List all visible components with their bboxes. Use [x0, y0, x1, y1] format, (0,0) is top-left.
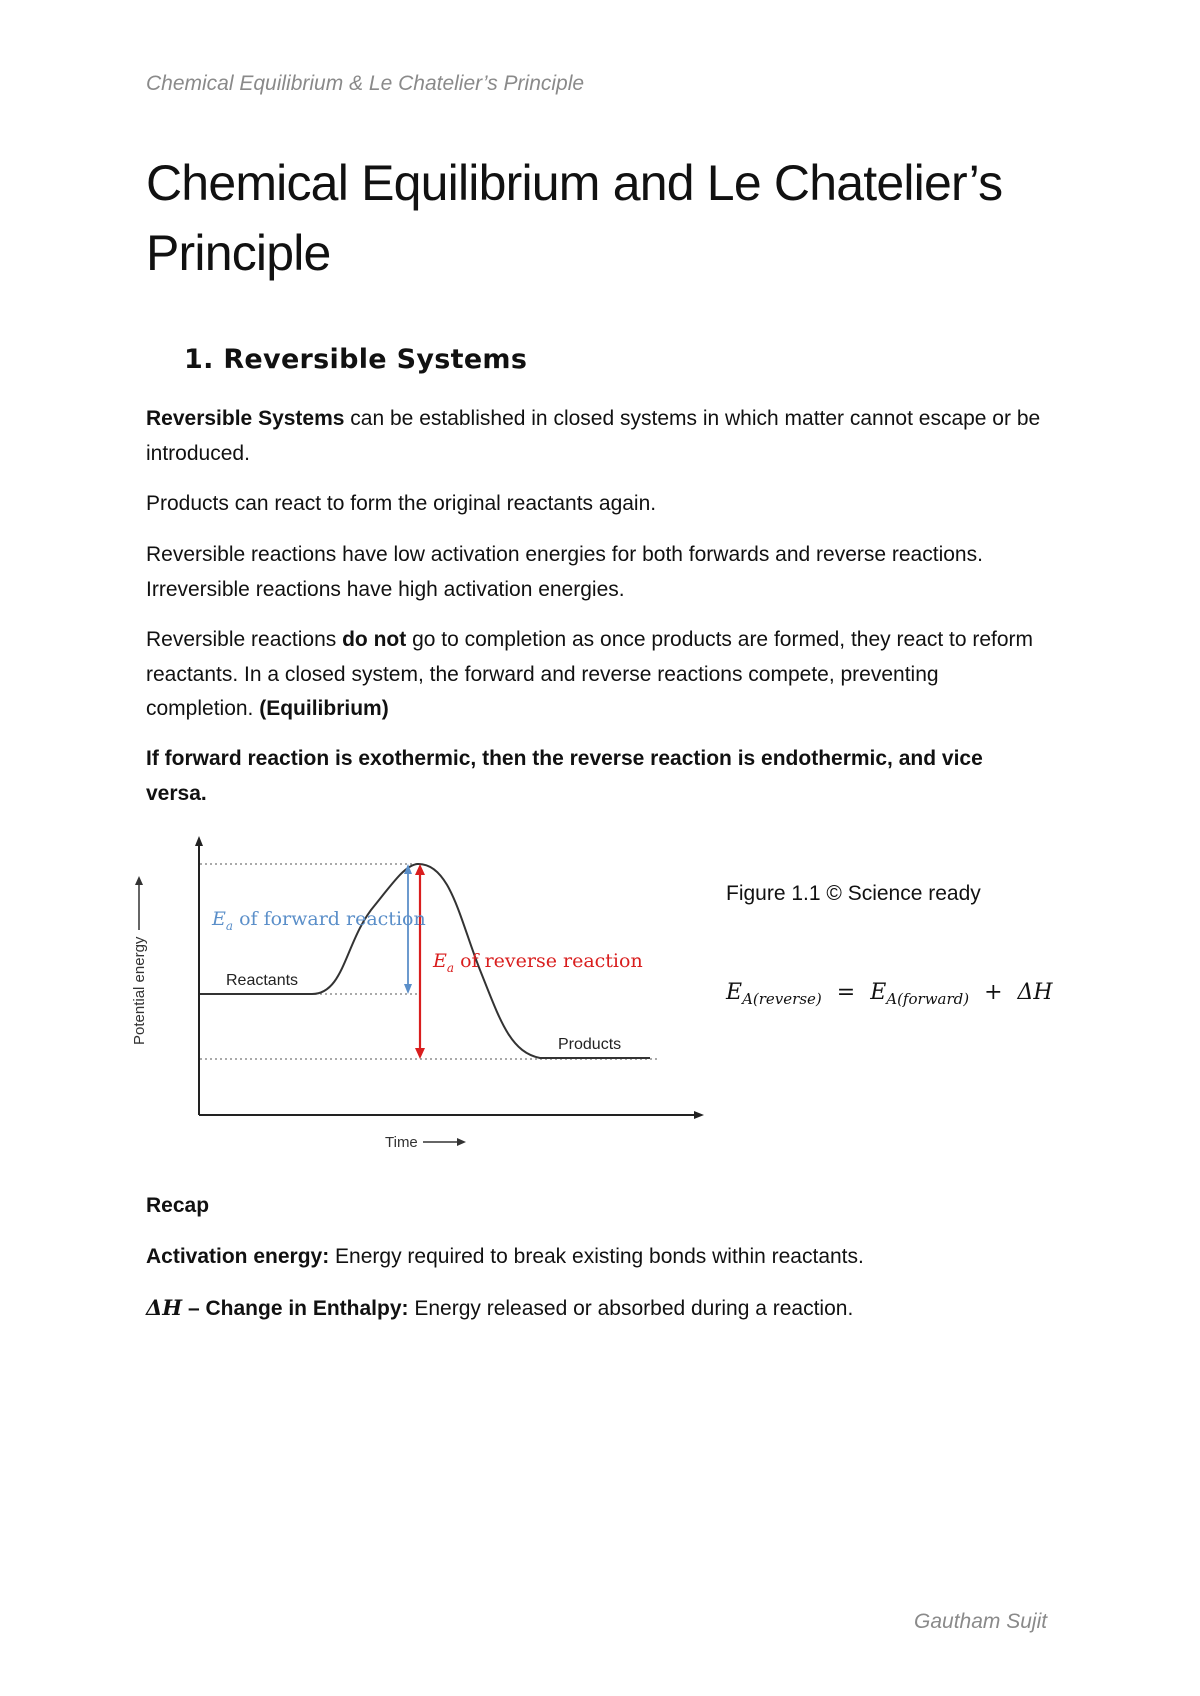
page-title: Chemical Equilibrium and Le Chatelier’s Principle [146, 155, 1003, 281]
paragraph-products: Products can react to form the original reactants again. [146, 492, 657, 515]
formula-equals: = [836, 980, 856, 1005]
formula-delta-h: ΔH [1017, 980, 1053, 1005]
paragraph-text: Reversible reactions [146, 628, 343, 651]
formula-subscript-forward: A(forward) [886, 990, 970, 1008]
paragraph-activation: Reversible reactions have low activation energies for both forwards and reverse reactions. Irreversible reactions have high activation energies. [146, 543, 983, 601]
recap-heading-text: Recap [146, 1194, 210, 1217]
formula-ea-reverse: E [726, 980, 743, 1005]
formula-ea-forward: E [870, 980, 887, 1005]
recap-enthalpy [146, 1291, 1046, 1327]
paragraph-reversible-systems [146, 402, 1046, 471]
x-axis-arrow [423, 1138, 466, 1146]
x-axis-label: Time [385, 1134, 418, 1151]
symbol-delta-h: ΔH [146, 1295, 183, 1320]
forward-ea-label: $E_a$ of forward reaction [212, 908, 426, 933]
formula-plus: + [984, 980, 1003, 1005]
paragraph-exothermic [146, 742, 1046, 811]
term-enthalpy: – Change in Enthalpy: [182, 1297, 409, 1320]
activation-energy-formula [726, 980, 1053, 1008]
emphasis-equilibrium: (Equilibrium) [259, 697, 389, 720]
recap-heading [146, 1189, 1046, 1224]
paragraph-completion [146, 623, 1046, 727]
energy-profile-diagram [120, 830, 720, 1160]
definition-text: Energy released or absorbed during a reaction. [408, 1297, 854, 1320]
definition-text: Energy required to break existing bonds within reactants. [329, 1245, 864, 1268]
term-activation-energy: Activation energy: [146, 1245, 330, 1268]
section-heading: 1. Reversible Systems [184, 344, 528, 375]
y-axis-arrow [135, 876, 143, 930]
author-footer: Gautham Sujit [914, 1610, 1048, 1633]
formula-subscript-reverse: A(reverse) [742, 990, 822, 1008]
statement-exothermic: If forward reaction is exothermic, then the reverse reaction is endothermic, and vice versa. [146, 747, 983, 805]
y-axis-label: Potential energy [131, 936, 148, 1045]
reverse-ea-arrow [415, 864, 425, 1059]
products-label: Products [558, 1036, 622, 1053]
recap-activation-energy [146, 1240, 1046, 1275]
reverse-ea-label: $E_a$ of reverse reaction [433, 950, 643, 975]
running-header: Chemical Equilibrium & Le Chatelier’s Principle [146, 72, 585, 95]
paragraph-text: go to completion as once products are formed, they react to reform reactants. In a closed system, the forward and reverse reactions compete, preventing completion. [146, 628, 1034, 720]
term-reversible-systems: Reversible Systems [146, 407, 345, 430]
paragraph-text: can be established in closed systems in which matter cannot escape or be introduced. [146, 407, 1041, 465]
reactants-label: Reactants [226, 972, 299, 989]
emphasis-do-not: do not [342, 628, 407, 651]
figure-caption: Figure 1.1 © Science ready [726, 882, 981, 905]
